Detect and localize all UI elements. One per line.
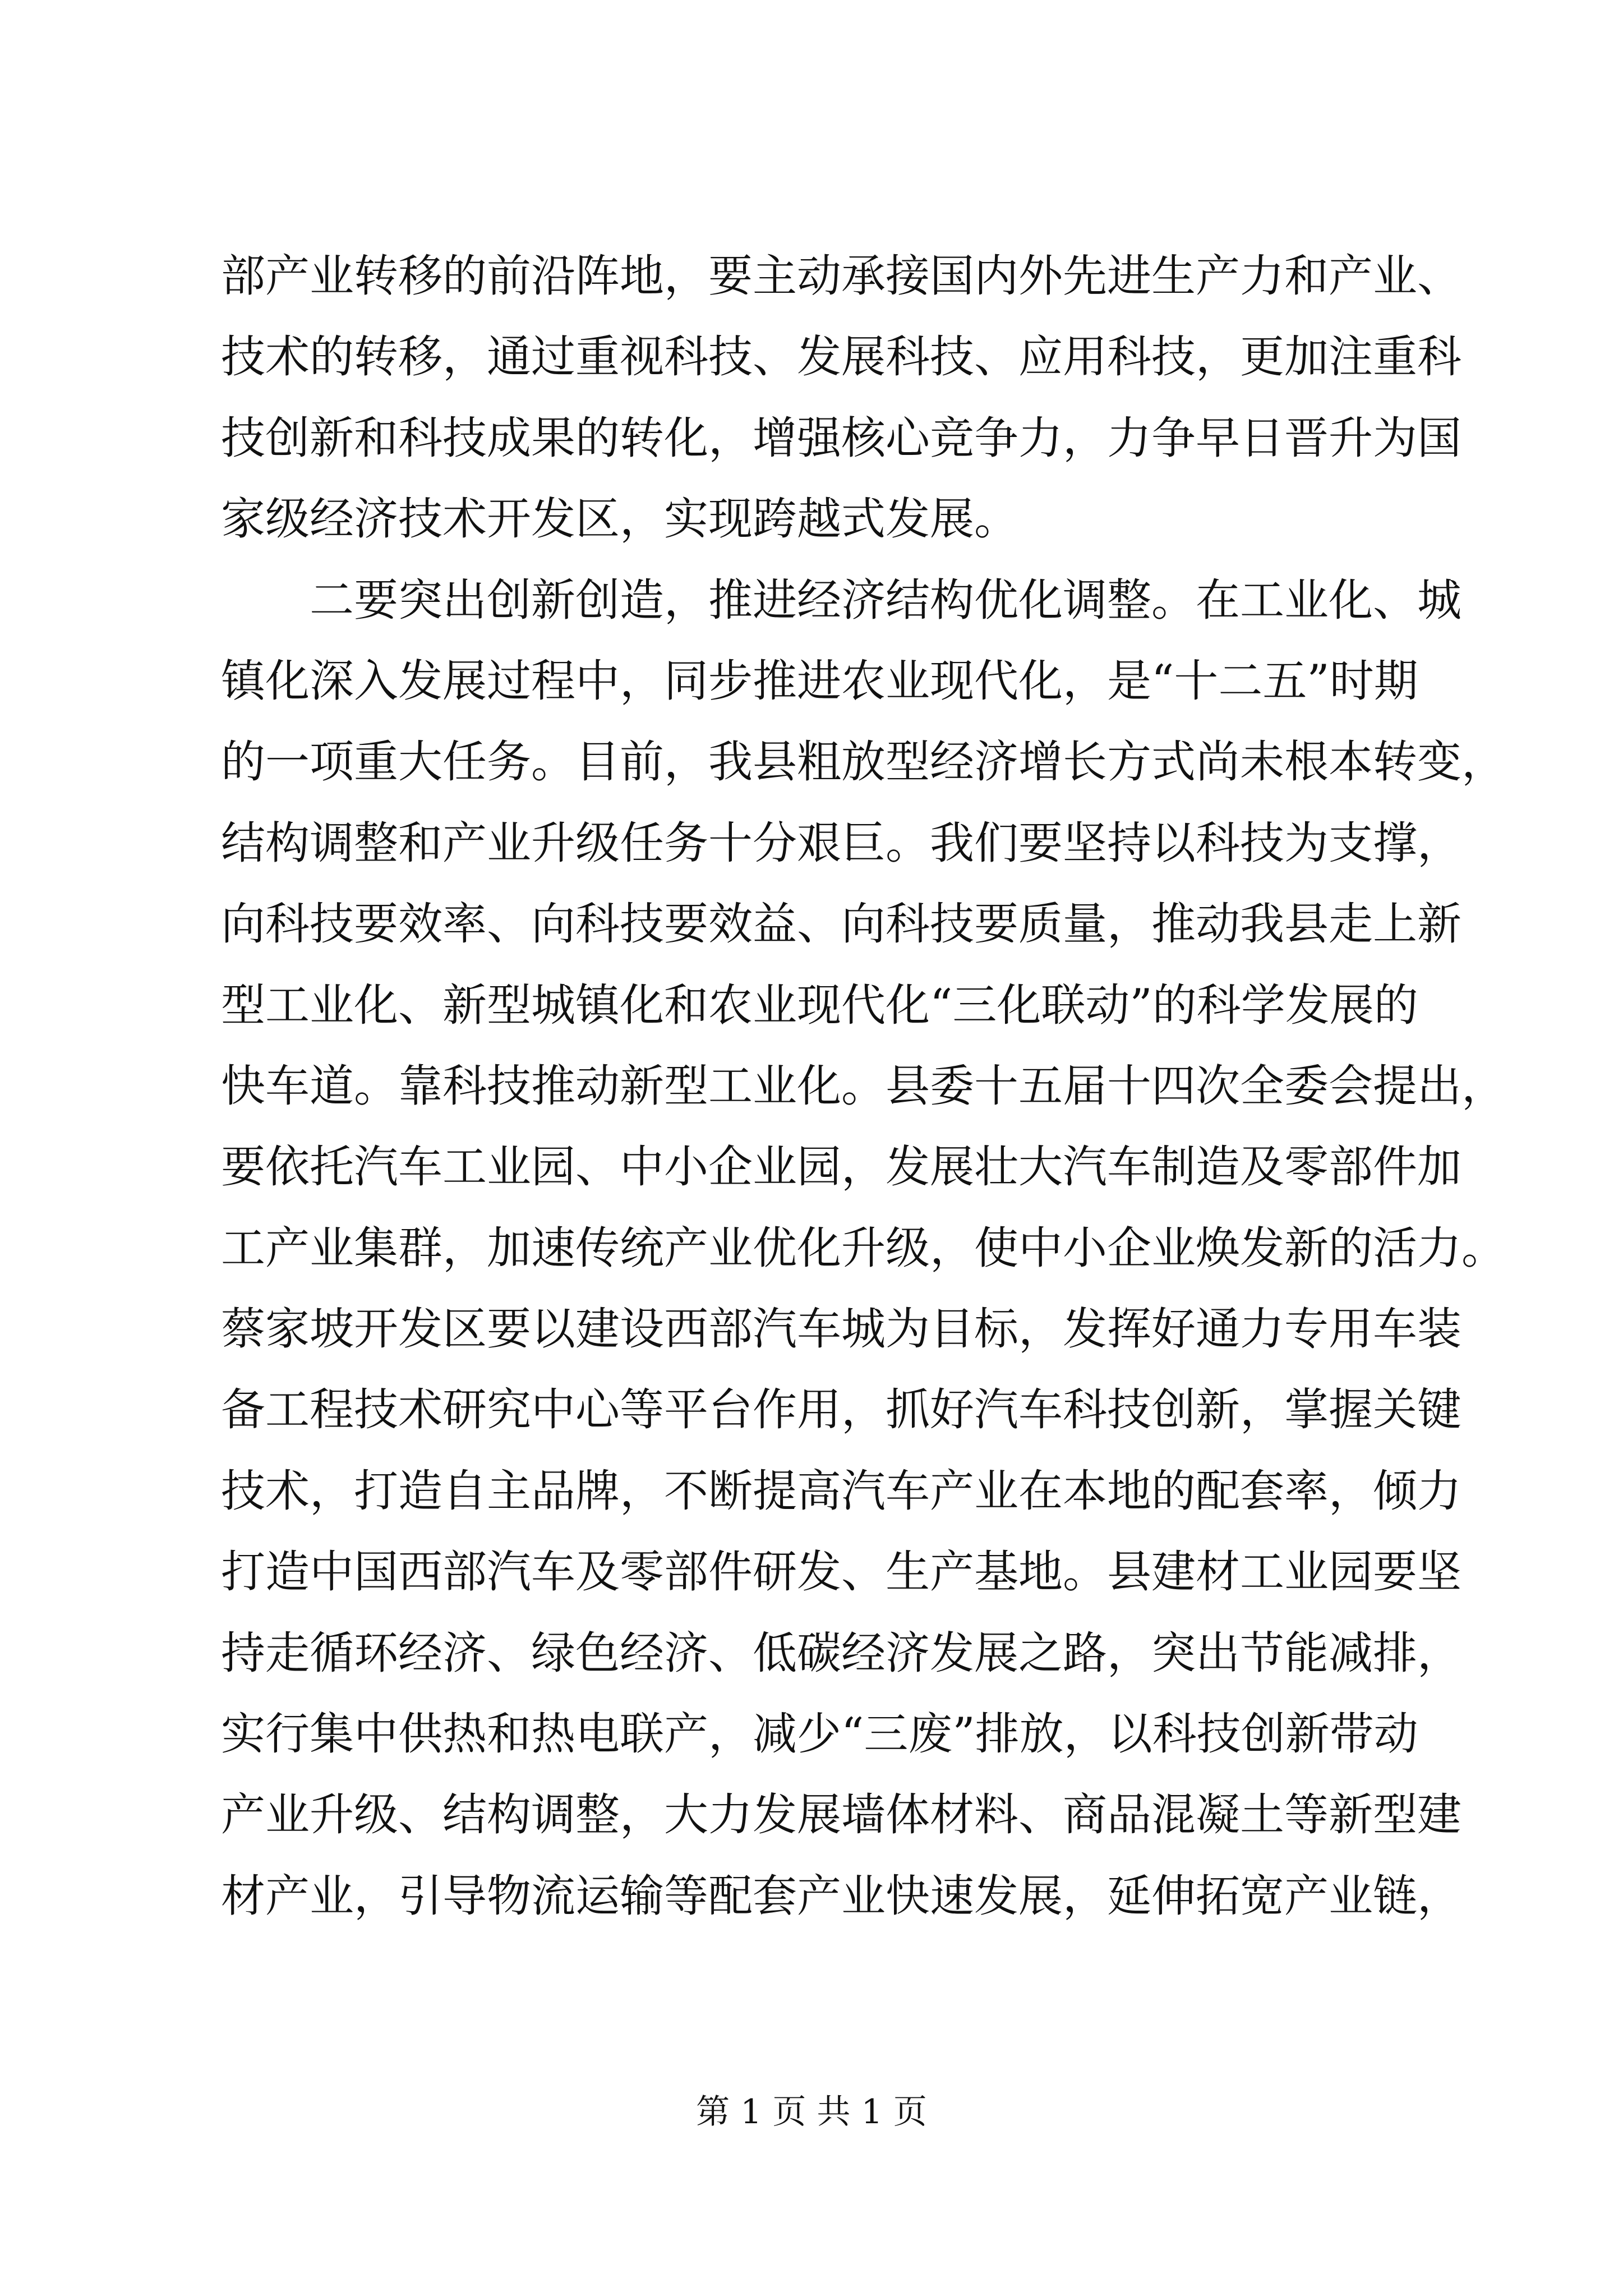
page-number-footer: 第 1 页 共 1 页 (696, 2092, 927, 2132)
text-line: 向科技要效率、向科技要效益、向科技要质量，推动我县走上新 (221, 898, 1461, 950)
text-line: 实行集中供热和热电联产，减少“三废”排放，以科技创新带动 (221, 1708, 1418, 1760)
text-line: 工产业集群，加速传统产业优化升级，使中小企业焕发新的活力。 (221, 1222, 1506, 1274)
text-line: 镇化深入发展过程中，同步推进农业现代化，是“十二五”时期 (221, 655, 1418, 707)
body-text (221, 236, 1506, 1936)
text-line: 快车道。靠科技推动新型工业化。县委十五届十四次全委会提出， (221, 1060, 1506, 1112)
text-line: 产业升级、结构调整，大力发展墙体材料、商品混凝土等新型建 (221, 1789, 1461, 1841)
text-line: 要依托汽车工业园、中小企业园，发展壮大汽车制造及零部件加 (221, 1141, 1461, 1193)
text-line: 型工业化、新型城镇化和农业现代化“三化联动”的科学发展的 (221, 979, 1418, 1031)
text-line: 技术的转移，通过重视科技、发展科技、应用科技，更加注重科 (221, 331, 1461, 383)
text-line: 技术，打造自主品牌，不断提高汽车产业在本地的配套率，倾力 (221, 1465, 1461, 1517)
text-line: 结构调整和产业升级任务十分艰巨。我们要坚持以科技为支撑， (221, 817, 1461, 869)
text-line: 蔡家坡开发区要以建设西部汽车城为目标，发挥好通力专用车装 (221, 1303, 1461, 1355)
text-line: 备工程技术研究中心等平台作用，抓好汽车科技创新，掌握关键 (221, 1384, 1461, 1436)
text-line: 的一项重大任务。目前，我县粗放型经济增长方式尚未根本转变， (221, 736, 1506, 788)
text-line: 部产业转移的前沿阵地，要主动承接国内外先进生产力和产业、 (221, 250, 1461, 302)
paragraph-first-line: 二要突出创新创造，推进经济结构优化调整。在工业化、城 (310, 574, 1461, 626)
text-line: 家级经济技术开发区，实现跨越式发展。 (221, 493, 1018, 545)
text-line: 技创新和科技成果的转化，增强核心竞争力，力争早日晋升为国 (221, 412, 1461, 464)
text-line: 持走循环经济、绿色经济、低碳经济发展之路，突出节能减排， (221, 1627, 1461, 1679)
text-line: 材产业，引导物流运输等配套产业快速发展，延伸拓宽产业链， (221, 1870, 1461, 1922)
text-line: 打造中国西部汽车及零部件研发、生产基地。县建材工业园要坚 (221, 1546, 1461, 1598)
